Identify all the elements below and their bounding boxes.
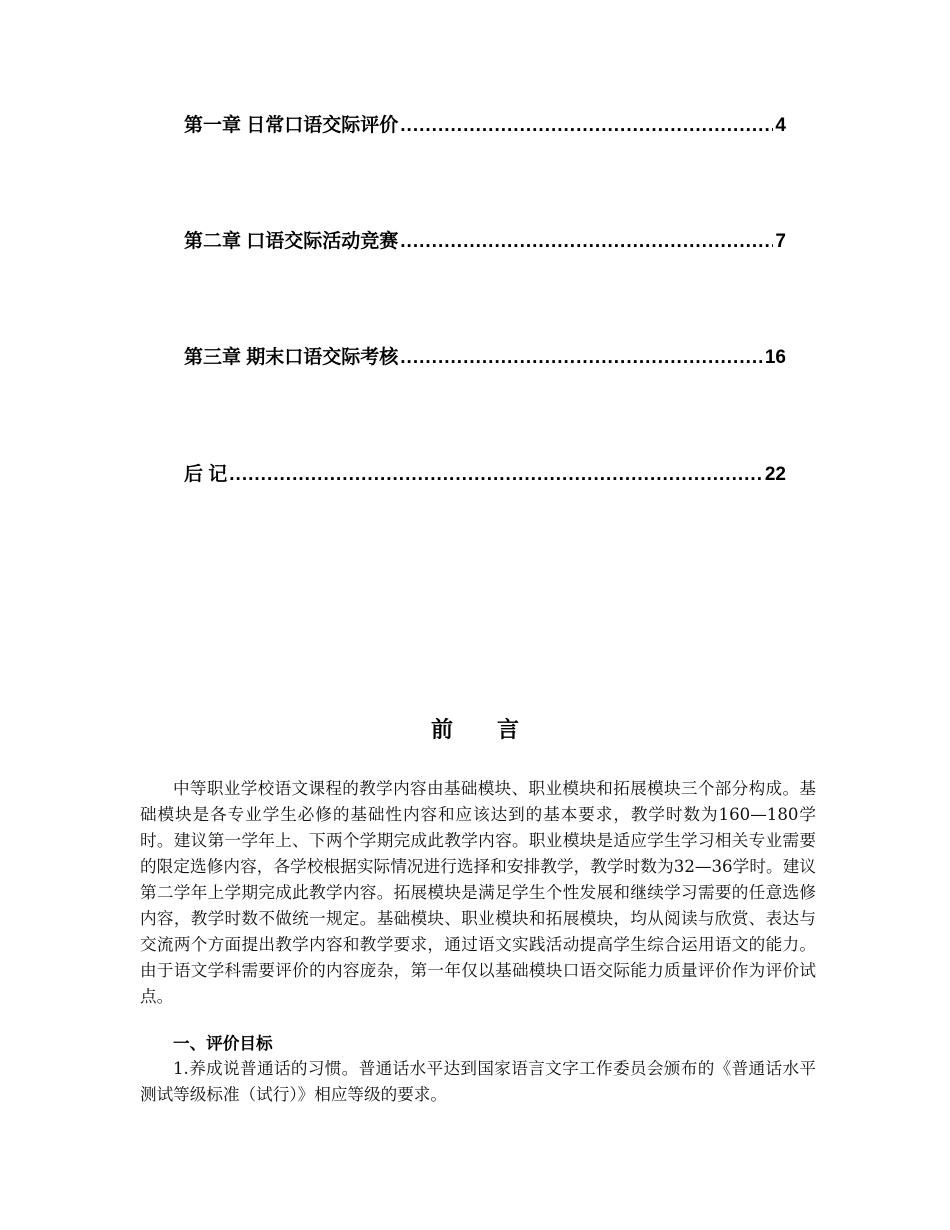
toc-page-number: 22 [764,464,786,485]
goal-paragraph: 1.养成说普通话的习惯。普通话水平达到国家语言文字工作委员会颁布的《普通话水平测试等级标准（试行）》相应等级的要求。 [140,1059,816,1104]
toc-entry-title: 第二章 口语交际活动竞赛 [184,231,399,252]
toc-page-number: 4 [775,115,786,136]
toc-dot-leader [400,115,773,137]
toc-dot-leader [400,231,773,253]
preface-heading: 前言 [430,718,563,743]
toc-entry-title: 第三章 期末口语交际考核 [184,347,399,368]
toc-entry-chapter-1[interactable] [184,110,786,140]
toc-entry-title: 第一章 日常口语交际评价 [184,115,399,136]
toc-page-number: 7 [775,231,786,252]
toc-dot-leader [229,464,763,486]
section-heading-evaluation-goals: 一、评价目标 [173,1034,273,1053]
toc-entry-afterword[interactable] [184,459,786,489]
toc-entry-chapter-3[interactable] [184,342,786,372]
preface-paragraph: 中等职业学校语文课程的教学内容由基础模块、职业模块和拓展模块三个部分构成。基础模块是各专业学生必修的基础性内容和应该达到的基本要求，教学时数为160—180学时。建议第一学年上、下两个学期完成此教学内容。职业模块是适应学生学习相关专业需要的限定选修内容，各学校根据实际情况进行选择和安排教学，教学时数为32—36学时。建议第二学年上学期完成此教学内容。拓展模块是满足学生个性发展和继续学习需要的任意选修内容，教学时数不做统一规定。基础模块、职业模块和拓展模块，均从阅读与欣赏、表达与交流两个方面提出教学内容和教学要求，通过语文实践活动提高学生综合运用语文的能力。由于语文学科需要评价的内容庞杂，第一年仅以基础模块口语交际能力质量评价作为评价试点。 [140,779,816,1006]
toc-dot-leader [400,347,763,369]
toc-entry-chapter-2[interactable] [184,226,786,256]
toc-entry-title: 后 记 [184,464,228,485]
toc-page-number: 16 [764,347,786,368]
